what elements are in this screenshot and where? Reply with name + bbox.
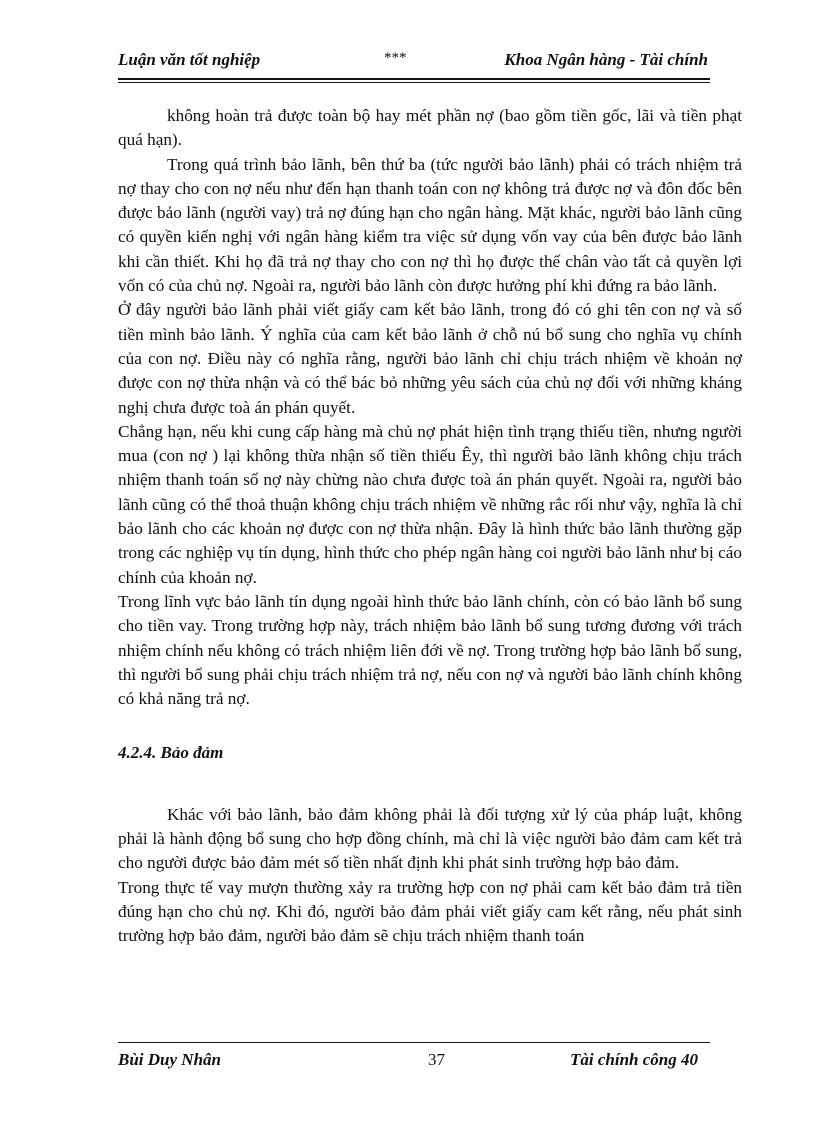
paragraph: Trong thực tế vay mượn thường xảy ra trường hợp con nợ phải cam kết bảo đảm trả tiền đúng hạn cho chủ nợ. Khi đó, người bảo đảm phải viết giấy cam kết rằng, nếu phát sinh trường hợp bảo đảm, người bảo đảm sẽ chịu trách nhiệm thanh toán: [118, 877, 742, 946]
paragraph: không hoàn trả được toàn bộ hay mét phần nợ (bao gồm tiền gốc, lãi và tiền phạt quá hạn).: [118, 106, 742, 150]
page-header: [118, 50, 708, 76]
header-faculty: Khoa Ngân hàng - Tài chính: [504, 50, 708, 69]
header-thesis-title: Luận văn tốt nghiệp: [118, 50, 261, 69]
page-number: 37: [428, 1050, 445, 1069]
page-footer: [118, 1050, 698, 1076]
header-rule: [118, 78, 710, 83]
header-separator: ***: [384, 50, 407, 66]
footer-author: Bùi Duy Nhân: [118, 1050, 221, 1069]
footer-rule: [118, 1042, 710, 1043]
paragraph: Chẳng hạn, nếu khi cung cấp hàng mà chủ nợ phát hiện tình trạng thiếu tiền, nhưng người mua (con nợ ) lại không thừa nhận số tiền thiếu Êy, thì người bảo lãnh không chịu trách nhiệm thanh toán số nợ này chừng nào chưa được toà án phán quyết. Ngoài ra, người bảo lãnh cũng có thể thoả thuận không chịu trách nhiệm về những rắc rối như vậy, nghĩa là chỉ bảo lãnh cho các khoản nợ được con nợ thừa nhận. Đây là hình thức bảo lãnh thường gặp trong các nghiệp vụ tín dụng, hình thức cho phép ngân hàng coi người bảo lãnh như bị cáo chính của khoản nợ.: [118, 421, 742, 587]
footer-class: Tài chính công 40: [570, 1050, 698, 1069]
paragraph: Trong quá trình bảo lãnh, bên thứ ba (tức người bảo lãnh) phải có trách nhiệm trả nợ thay cho con nợ nếu như đến hạn thanh toán con nợ không trả được nợ và đôn đốc bên được bảo lãnh (người vay) trả nợ đúng hạn cho ngân hàng. Mặt khác, người bảo lãnh cũng có quyền kiến nghị với ngân hàng kiểm tra việc sử dụng vốn vay của bên được bảo lãnh khi cần thiết. Khi họ đã trả nợ thay cho con nợ thì họ được thế chân vào tất cả quyền lợi vốn có của chủ nợ. Ngoài ra, người bảo lãnh còn được hưởng phí khi đứng ra bảo lãnh.: [118, 154, 742, 296]
paragraph: Ở đây người bảo lãnh phải viết giấy cam kết bảo lãnh, trong đó có ghi tên con nợ và số tiền mình bảo lãnh. Ý nghĩa của cam kết bảo lãnh ở chỗ nú bổ sung cho nghĩa vụ chính của con nợ. Điều này có nghĩa rằng, người bảo lãnh chỉ chịu trách nhiệm về khoản nợ được con nợ thừa nhận và có thể bác bỏ những yêu sách của chủ nợ đối với những kháng nghị chưa được toà án phán quyết.: [118, 300, 742, 417]
document-body: [118, 104, 742, 949]
section-heading: 4.2.4. Bảo đảm: [118, 743, 224, 763]
paragraph: Trong lĩnh vực bảo lãnh tín dụng ngoài hình thức bảo lãnh chính, còn có bảo lãnh bổ sung cho tiền vay. Trong trường hợp này, trách nhiệm bảo lãnh bổ sung tương đương với trách nhiệm chính nếu không có trách nhiệm liên đới về nợ. Trong trường hợp bảo lãnh bổ sung, thì người bổ sung phải chịu trách nhiệm trả nợ, nếu con nợ và người bảo lãnh chính không có khả năng trả nợ.: [118, 591, 742, 709]
paragraph: Khác với bảo lãnh, bảo đảm không phải là đối tượng xử lý của pháp luật, không phải là hành động bổ sung cho hợp đồng chính, mà chỉ là việc người bảo đảm cam kết trả cho người được bảo đảm mét số tiền nhất định khi phát sinh trường hợp bảo đảm.: [118, 804, 742, 873]
